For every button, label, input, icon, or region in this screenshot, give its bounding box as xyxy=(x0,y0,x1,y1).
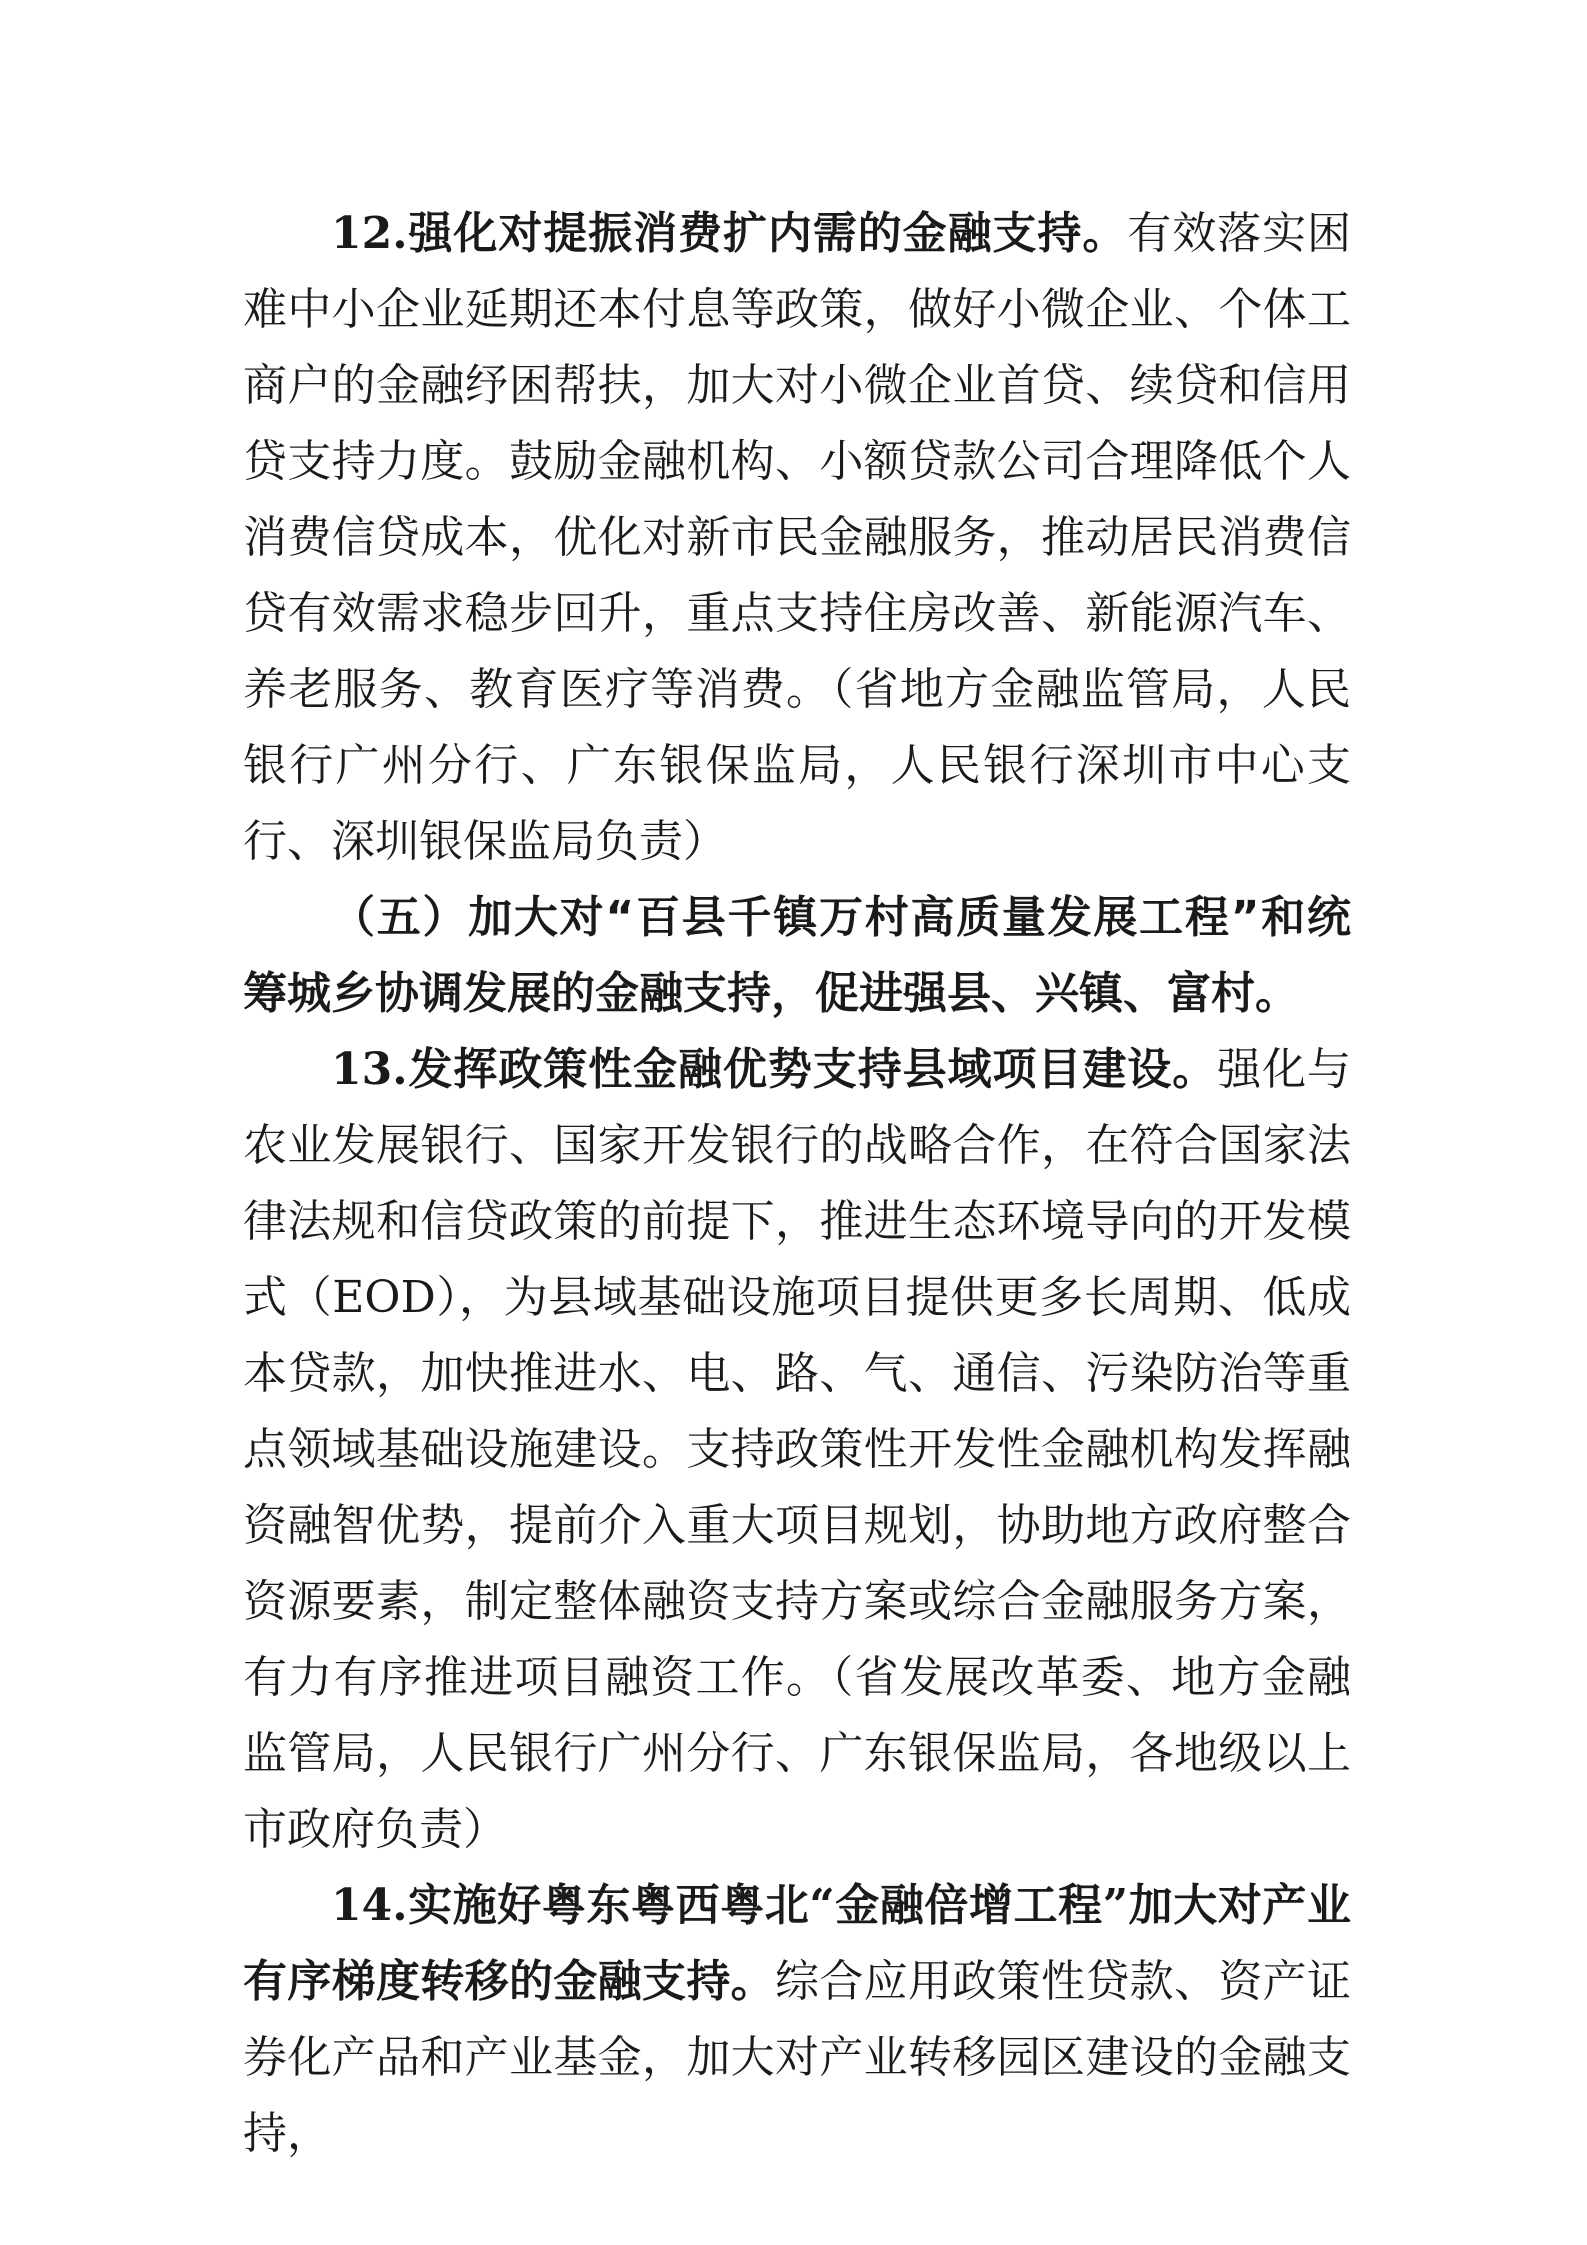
item-12-body: 有效落实困难中小企业延期还本付息等政策，做好小微企业、个体工商户的金融纾困帮扶，加大对小微企业首贷、续贷和信用贷支持力度。鼓励金融机构、小额贷款公司合理降低个人消费信贷成本，优化对新市民金融服务，推动居民消费信贷有效需求稳步回升，重点支持住房改善、新能源汽车、养老服务、教育医疗等消费。（省地方金融监管局，人民银行广州分行、广东银保监局，人民银行深圳市中心支行、深圳银保监局负责） xyxy=(243,208,1351,867)
paragraph-13 xyxy=(243,1032,1351,1868)
document-body xyxy=(243,196,1351,2172)
item-14-body: 综合应用政策性贷款、资产证券化产品和产业基金，加大对产业转移园区建设的金融支持， xyxy=(243,1956,1351,2159)
paragraph-12 xyxy=(243,196,1351,880)
item-14-title: 14.实施好粤东粤西粤北“金融倍增工程”加大对产业有序梯度转移的金融支持。 xyxy=(243,1880,1351,2007)
section-5-heading: （五）加大对“百县千镇万村高质量发展工程”和统筹城乡协调发展的金融支持，促进强县、兴镇、富村。 xyxy=(243,892,1351,1019)
item-13-title: 13.发挥政策性金融优势支持县域项目建设。 xyxy=(331,1044,1218,1095)
item-13-body: 强化与农业发展银行、国家开发银行的战略合作，在符合国家法律法规和信贷政策的前提下，推进生态环境导向的开发模式（EOD），为县域基础设施项目提供更多长周期、低成本贷款，加快推进水、电、路、气、通信、污染防治等重点领域基础设施建设。支持政策性开发性金融机构发挥融资融智优势，提前介入重大项目规划，协助地方政府整合资源要素，制定整体融资支持方案或综合金融服务方案，有力有序推进项目融资工作。（省发展改革委、地方金融监管局，人民银行广州分行、广东银保监局，各地级以上市政府负责） xyxy=(243,1044,1351,1855)
item-12-title: 12.强化对提振消费扩内需的金融支持。 xyxy=(331,208,1128,259)
paragraph-14 xyxy=(243,1868,1351,2172)
